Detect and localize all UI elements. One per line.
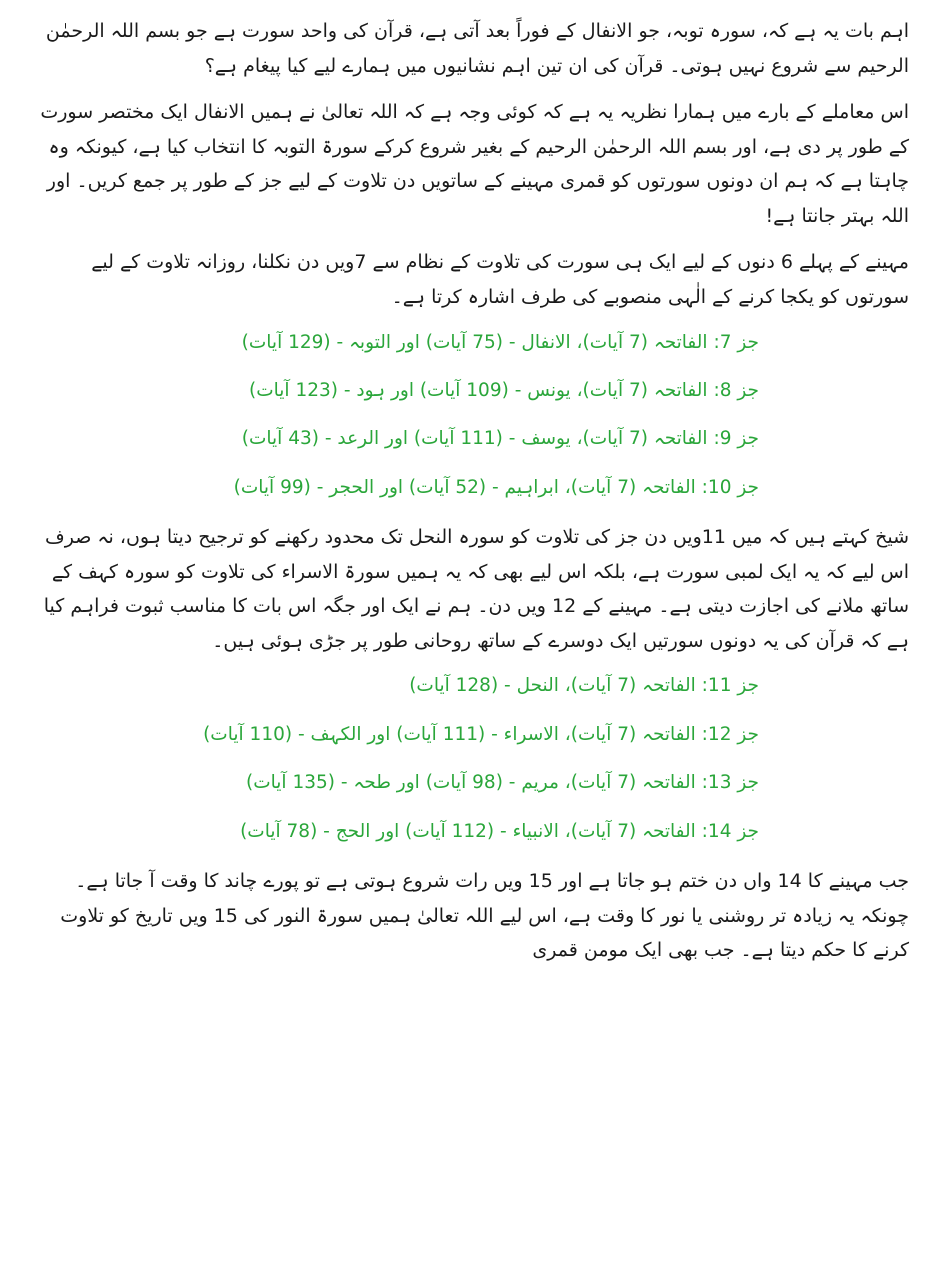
paragraph-seventh-day: مہینے کے پہلے 6 دنوں کے لیے ایک ہی سورت کی تلاوت کے نظام سے 7ویں دن نکلنا، روزانہ تلاوت کے لیے سورتوں کو یکجا کرنے کے الٰہی منصوبے کی طرف اشارہ کرتا ہے۔ xyxy=(91,251,909,309)
juz-item-14: جز 14: الفاتحہ (7 آیات)، الانبیاء - (112 آیات) اور الحج - (78 آیات) xyxy=(240,820,759,842)
paragraph-intro: اہم بات یہ ہے کہ، سورہ توبہ، جو الانفال کے فوراً بعد آتی ہے، قرآن کی واحد سورت ہے جو بسم اللہ الرحمٰن الرحیم سے شروع نہیں ہوتی۔ قرآن کی ان تین اہم نشانیوں میں ہمارے لیے کیا پیغام ہے؟ xyxy=(45,20,909,77)
paragraph-theory: اس معاملے کے بارے میں ہمارا نظریہ یہ ہے کہ کوئی وجہ ہے کہ اللہ تعالیٰ نے ہمیں الانفال ایک مختصر سورت کے طور پر دی ہے، اور بسم اللہ الرحمٰن الرحیم کے بغیر شروع کرکے سورۃ التوبہ کا انتخاب کیا ہے، کیونکہ وہ چاہتا ہے کہ ہم ان دونوں سورتوں کو قمری مہینے کے ساتویں دن تلاوت کے لیے جز کے طور پر جمع کریں۔ اور اللہ بہتر جانتا ہے! xyxy=(40,101,909,227)
juz-item-13: جز 13: الفاتحہ (7 آیات)، مریم - (98 آیات) اور طحہ - (135 آیات) xyxy=(246,772,759,794)
paragraph-sheikh: شیخ کہتے ہیں کہ میں 11ویں دن جز کی تلاوت کو سورہ النحل تک محدود رکھنے کو ترجیح دیتا ہوں، نہ صرف اس لیے کہ یہ ایک لمبی سورت ہے، بلکہ اس لیے بھی کہ یہ ہمیں سورۃ الاسراء کی تلاوت کو سورہ کہف کے ساتھ ملانے کی اجازت دیتی ہے۔ مہینے کے 12 ویں دن۔ ہم نے ایک اور جگہ اس بات کا مناسب ثبوت فراہم کیا ہے کہ قرآن کی یہ دونوں سورتیں ایک دوسرے کے ساتھ روحانی طور پر جڑی ہوئی ہیں۔ xyxy=(43,526,909,652)
juz-list-7-10 xyxy=(22,327,909,505)
juz-item-11: جز 11: الفاتحہ (7 آیات)، النحل - (128 آیات) xyxy=(409,675,759,697)
juz-item-10: جز 10: الفاتحہ (7 آیات)، ابراہیم - (52 آیات) اور الحجر - (99 آیات) xyxy=(233,476,759,498)
juz-list-11-14 xyxy=(22,670,909,848)
juz-item-9: جز 9: الفاتحہ (7 آیات)، یوسف - (111 آیات) اور الرعد - (43 آیات) xyxy=(241,428,759,450)
juz-item-12: جز 12: الفاتحہ (7 آیات)، الاسراء - (111 آیات) اور الکہف - (110 آیات) xyxy=(203,723,759,745)
juz-item-7: جز 7: الفاتحہ (7 آیات)، الانفال - (75 آیات) اور التوبہ - (129 آیات) xyxy=(241,331,759,353)
juz-item-8: جز 8: الفاتحہ (7 آیات)، یونس - (109 آیات) اور ہود - (123 آیات) xyxy=(249,380,759,401)
paragraph-full-moon: جب مہینے کا 14 واں دن ختم ہو جاتا ہے اور 15 ویں رات شروع ہوتی ہے تو پورے چاند کا وقت آ جاتا ہے۔ چونکہ یہ زیادہ تر روشنی یا نور کا وقت ہے، اس لیے اللہ تعالیٰ ہمیں سورۃ النور کی 15 ویں تاریخ کو تلاوت کرنے کا حکم دیتا ہے۔ جب بھی ایک مومن قمری xyxy=(60,869,909,962)
